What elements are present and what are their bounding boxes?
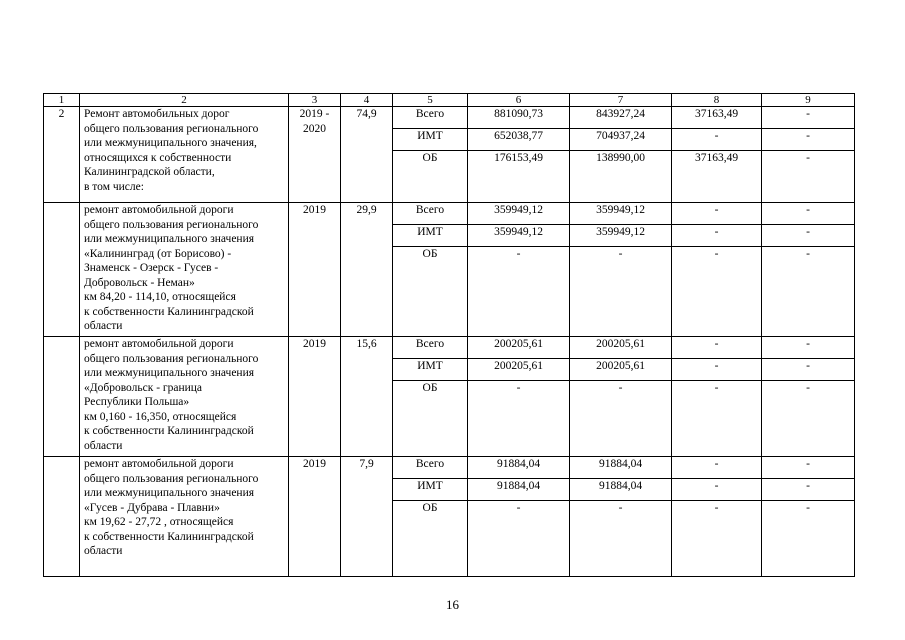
description-line: общего пользования регионального xyxy=(84,352,259,365)
description-line: ремонт автомобильной дороги xyxy=(84,204,234,216)
item-number xyxy=(44,337,80,457)
item-number: 2 xyxy=(44,107,80,203)
amount-year-two: - xyxy=(672,501,762,577)
amount-year-three: - xyxy=(762,203,855,225)
item-years xyxy=(289,107,341,203)
item-length: 74,9 xyxy=(341,107,393,203)
amount-year-one: 359949,12 xyxy=(570,203,672,225)
amount-year-three: - xyxy=(762,247,855,337)
amount-year-one: 91884,04 xyxy=(570,479,672,501)
item-number xyxy=(44,457,80,577)
funding-source: ОБ xyxy=(393,151,468,203)
item-years xyxy=(289,337,341,457)
amount-year-two: - xyxy=(672,479,762,501)
amount-year-one: - xyxy=(570,501,672,577)
funding-source: Всего xyxy=(393,107,468,129)
item-description xyxy=(80,203,289,337)
item-description xyxy=(80,457,289,577)
column-number: 1 xyxy=(44,94,80,107)
funding-source: ОБ xyxy=(393,501,468,577)
description-line: Знаменск - Озерск - Гусев - xyxy=(84,262,219,274)
funding-source: Всего xyxy=(393,337,468,359)
item-number xyxy=(44,203,80,337)
amount-total: 881090,73 xyxy=(468,107,570,129)
amount-year-one: - xyxy=(570,247,672,337)
amount-total: 200205,61 xyxy=(468,359,570,381)
description-line: «Добровольск - граница xyxy=(84,381,203,394)
year-line: 2019 xyxy=(303,204,326,216)
description-line: км 84,20 - 114,10, относящейся xyxy=(84,291,236,303)
amount-year-three: - xyxy=(762,359,855,381)
item-years xyxy=(289,457,341,577)
description-line: относящихся к собственности xyxy=(84,151,232,164)
funding-source: Всего xyxy=(393,203,468,225)
description-line: общего пользования регионального xyxy=(84,218,259,231)
amount-total: 91884,04 xyxy=(468,479,570,501)
amount-year-two: 37163,49 xyxy=(672,151,762,203)
funding-source: ИМТ xyxy=(393,479,468,501)
column-number: 3 xyxy=(289,94,341,107)
column-number: 4 xyxy=(341,94,393,107)
item-description xyxy=(80,337,289,457)
item-length: 29,9 xyxy=(341,203,393,337)
amount-total: 359949,12 xyxy=(468,203,570,225)
table-row xyxy=(44,203,855,225)
description-line: или межмуниципального значения, xyxy=(84,137,257,149)
page-number: 16 xyxy=(446,597,459,612)
amount-year-one: 704937,24 xyxy=(570,129,672,151)
header-row xyxy=(44,94,855,107)
amount-year-one: 200205,61 xyxy=(570,359,672,381)
description-line: «Гусев - Дубрава - Плавни» xyxy=(84,501,220,514)
column-number: 8 xyxy=(672,94,762,107)
amount-total: 176153,49 xyxy=(468,151,570,203)
year-line: 2020 xyxy=(303,122,326,135)
funding-source: ИМТ xyxy=(393,225,468,247)
amount-total: 91884,04 xyxy=(468,457,570,479)
item-description xyxy=(80,107,289,203)
amount-year-two: - xyxy=(672,381,762,457)
description-line: или межмуниципального значения xyxy=(84,487,255,499)
column-number: 9 xyxy=(762,94,855,107)
description-line: или межмуниципального значения xyxy=(84,367,255,379)
description-line: к собственности Калининградской xyxy=(84,425,254,437)
description-line: общего пользования регионального xyxy=(84,122,259,135)
description-line: Ремонт автомобильных дорог xyxy=(84,108,230,120)
item-length: 7,9 xyxy=(341,457,393,577)
description-line: ремонт автомобильной дороги xyxy=(84,338,234,350)
amount-year-one: - xyxy=(570,381,672,457)
amount-year-three: - xyxy=(762,107,855,129)
amount-year-three: - xyxy=(762,457,855,479)
amount-year-one: 843927,24 xyxy=(570,107,672,129)
funding-source: Всего xyxy=(393,457,468,479)
amount-year-three: - xyxy=(762,501,855,577)
table-body xyxy=(44,94,855,577)
description-line: или межмуниципального значения xyxy=(84,233,255,245)
funding-source: ОБ xyxy=(393,381,468,457)
description-line: области xyxy=(84,439,123,452)
column-number: 5 xyxy=(393,94,468,107)
description-line: «Калининград (от Борисово) - xyxy=(84,247,232,260)
amount-year-one: 200205,61 xyxy=(570,337,672,359)
amount-year-two: - xyxy=(672,359,762,381)
amount-total: - xyxy=(468,381,570,457)
year-line: 2019 xyxy=(303,338,326,350)
funding-source: ИМТ xyxy=(393,129,468,151)
amount-year-three: - xyxy=(762,129,855,151)
description-line: области xyxy=(84,320,123,332)
amount-year-two: - xyxy=(672,129,762,151)
amount-year-two: 37163,49 xyxy=(672,107,762,129)
table-row xyxy=(44,457,855,479)
description-line: Республики Польша» xyxy=(84,396,190,408)
amount-year-one: 91884,04 xyxy=(570,457,672,479)
year-line: 2019 xyxy=(303,458,326,470)
amount-year-three: - xyxy=(762,337,855,359)
description-line: к собственности Калининградской xyxy=(84,530,254,543)
description-line: к собственности Калининградской xyxy=(84,305,254,318)
amount-year-three: - xyxy=(762,225,855,247)
table-row xyxy=(44,107,855,129)
amount-year-three: - xyxy=(762,479,855,501)
amount-year-one: 359949,12 xyxy=(570,225,672,247)
funding-source: ИМТ xyxy=(393,359,468,381)
description-line: области xyxy=(84,545,123,557)
description-line: Калининградской области, xyxy=(84,166,215,178)
description-line: ремонт автомобильной дороги xyxy=(84,458,234,470)
item-years xyxy=(289,203,341,337)
amount-year-two: - xyxy=(672,225,762,247)
description-line: Добровольск - Неман» xyxy=(84,276,195,289)
amount-year-one: 138990,00 xyxy=(570,151,672,203)
description-line: км 19,62 - 27,72 , относящейся xyxy=(84,516,234,528)
item-length: 15,6 xyxy=(341,337,393,457)
amount-year-three: - xyxy=(762,151,855,203)
amount-total: 359949,12 xyxy=(468,225,570,247)
amount-total: - xyxy=(468,247,570,337)
description-line: км 0,160 - 16,350, относящейся xyxy=(84,410,237,423)
column-number: 6 xyxy=(468,94,570,107)
amount-total: 200205,61 xyxy=(468,337,570,359)
description-line: в том числе: xyxy=(84,180,144,193)
amount-year-two: - xyxy=(672,337,762,359)
column-number: 2 xyxy=(80,94,289,107)
column-number: 7 xyxy=(570,94,672,107)
funding-source: ОБ xyxy=(393,247,468,337)
amount-total: - xyxy=(468,501,570,577)
amount-total: 652038,77 xyxy=(468,129,570,151)
table-row xyxy=(44,337,855,359)
year-line: 2019 - xyxy=(299,108,330,120)
amount-year-two: - xyxy=(672,247,762,337)
amount-year-two: - xyxy=(672,457,762,479)
amount-year-three: - xyxy=(762,381,855,457)
budget-table xyxy=(43,93,855,577)
description-line: общего пользования регионального xyxy=(84,472,259,485)
amount-year-two: - xyxy=(672,203,762,225)
